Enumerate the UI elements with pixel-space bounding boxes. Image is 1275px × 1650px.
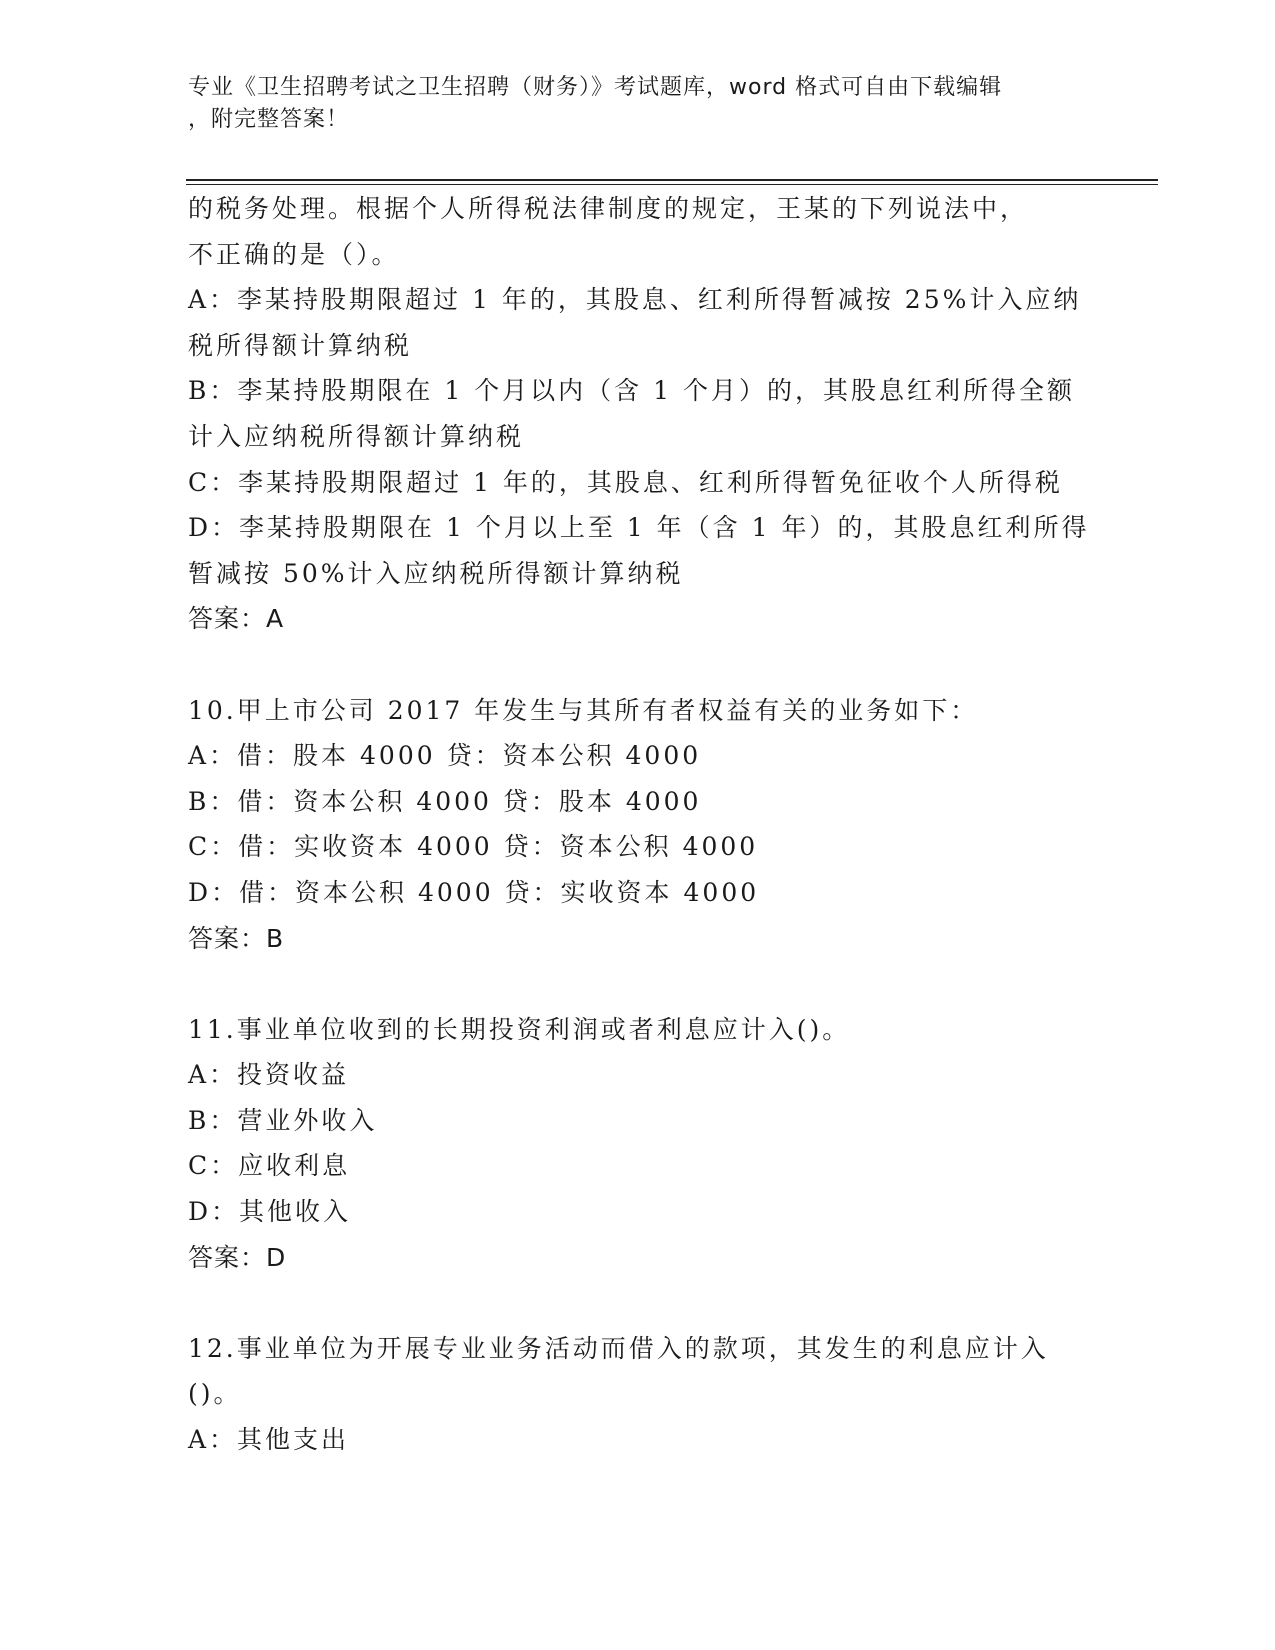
question-stem: 11.事业单位收到的长期投资利润或者利息应计入()。 — [188, 1014, 851, 1044]
question-11 — [188, 1007, 1088, 1281]
question-list — [188, 186, 1088, 1463]
option-b: B：李某持股期限在 1 个月以内（含 1 个月）的，其股息红利所得全额 — [188, 376, 1075, 406]
option-d-continued: 暂减按 50%计入应纳税所得额计算纳税 — [188, 558, 684, 588]
page-header — [188, 72, 1088, 136]
option-a-continued: 税所得额计算纳税 — [188, 330, 413, 360]
spacer — [188, 1280, 1088, 1326]
answer-label: 答案：B — [188, 923, 285, 953]
question-stem: ()。 — [188, 1379, 242, 1409]
option-a: A：其他支出 — [188, 1425, 350, 1455]
question-12 — [188, 1326, 1088, 1463]
question-10 — [188, 688, 1088, 962]
option-c: C：应收利息 — [188, 1151, 351, 1181]
option-c: C：李某持股期限超过 1 年的，其股息、红利所得暂免征收个人所得税 — [188, 467, 1063, 497]
question-stem: 不正确的是（）。 — [188, 239, 400, 269]
spacer — [188, 961, 1088, 1007]
answer-label: 答案：A — [188, 604, 285, 634]
header-divider-thin — [186, 184, 1158, 185]
option-d: D：李某持股期限在 1 个月以上至 1 年（含 1 年）的，其股息红利所得 — [188, 513, 1090, 543]
option-a: A：借：股本 4000 贷：资本公积 4000 — [188, 741, 702, 771]
question-stem: 10.甲上市公司 2017 年发生与其所有者权益有关的业务如下： — [188, 695, 979, 725]
spacer — [188, 642, 1088, 688]
question-9 — [188, 186, 1088, 642]
header-line-2: ，附完整答案！ — [188, 107, 350, 132]
question-stem: 12.事业单位为开展专业业务活动而借入的款项，其发生的利息应计入 — [188, 1333, 1049, 1363]
option-d: D：借：资本公积 4000 贷：实收资本 4000 — [188, 877, 760, 907]
header-divider-thick — [186, 179, 1158, 181]
question-stem: 的税务处理。根据个人所得税法律制度的规定，王某的下列说法中， — [188, 194, 1029, 223]
option-a: A：投资收益 — [188, 1060, 350, 1090]
option-c: C：借：实收资本 4000 贷：资本公积 4000 — [188, 832, 759, 862]
option-b: B：营业外收入 — [188, 1105, 378, 1135]
option-a: A：李某持股期限超过 1 年的，其股息、红利所得暂减按 25%计入应纳 — [188, 285, 1082, 315]
option-b-continued: 计入应纳税所得额计算纳税 — [188, 421, 525, 451]
option-d: D：其他收入 — [188, 1197, 352, 1227]
option-b: B：借：资本公积 4000 贷：股本 4000 — [188, 786, 702, 816]
answer-label: 答案：D — [188, 1242, 287, 1272]
header-line-1: 专业《卫生招聘考试之卫生招聘（财务）》考试题库，word 格式可自由下载编辑 — [188, 75, 1003, 100]
